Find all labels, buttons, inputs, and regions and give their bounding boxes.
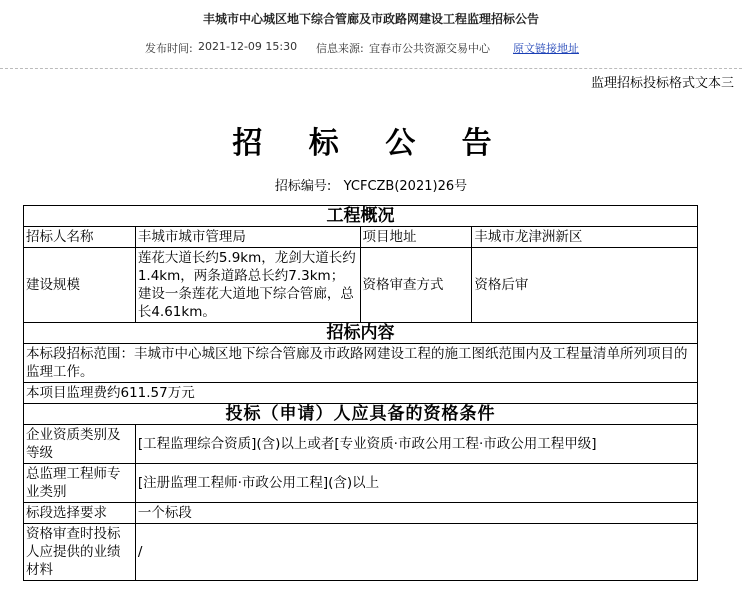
notice-table	[23, 205, 698, 581]
address-label: 项目地址	[360, 227, 472, 248]
content-heading: 招标内容	[24, 323, 698, 344]
bid-number-label: 招标编号:	[274, 179, 332, 194]
bid-number-value: YCFCZB(2021)26号	[343, 179, 468, 194]
source-value: 宜春市公共资源交易中心	[369, 42, 490, 55]
qual-value: 一个标段	[135, 503, 697, 524]
publish-time: 2021-12-09 15:30	[198, 40, 298, 53]
qual-value: /	[135, 524, 697, 581]
qualification-heading: 投标（申请）人应具备的资格条件	[24, 404, 698, 425]
qual-value: [注册监理工程师·市政公用工程](含)以上	[135, 464, 697, 503]
overview-heading: 工程概况	[24, 206, 698, 227]
review-value: 资格后审	[472, 248, 698, 323]
publish-label: 发布时间:	[145, 42, 193, 55]
fee-text: 本项目监理费约611.57万元	[24, 383, 698, 404]
address-value: 丰城市龙津洲新区	[472, 227, 698, 248]
bid-number	[0, 175, 742, 194]
format-note: 监理招标投标格式文本三	[590, 76, 734, 91]
qual-value: [工程监理综合资质](含)以上或者[专业资质·市政公用工程·市政公用工程甲级]	[135, 425, 697, 464]
tenderer-value: 丰城市城市管理局	[135, 227, 360, 248]
qual-label: 标段选择要求	[24, 503, 136, 524]
tenderer-label: 招标人名称	[24, 227, 136, 248]
page-title: 丰城市中心城区地下综合管廊及市政路网建设工程监理招标公告	[202, 12, 539, 26]
divider	[0, 68, 742, 69]
qual-label: 企业资质类别及等级	[24, 425, 136, 464]
qual-label: 总监理工程师专业类别	[24, 464, 136, 503]
qual-label: 资格审查时投标人应提供的业绩材料	[24, 524, 136, 581]
scope-text: 本标段招标范围：丰城市中心城区地下综合管廊及市政路网建设工程的施工图纸范围内及工程量清单所列项目的监理工作。	[24, 344, 698, 383]
source-label: 信息来源:	[316, 42, 364, 55]
scale-value: 莲花大道长约5.9km，龙剑大道长约1.4km，两条道路总长约7.3km；建设一条莲花大道地下综合管廊，总长4.61km。	[135, 248, 360, 323]
review-label: 资格审查方式	[360, 248, 472, 323]
notice-heading: 招 标 公 告	[232, 126, 510, 161]
original-link[interactable]: 原文链接地址	[513, 42, 579, 55]
scale-label: 建设规模	[24, 248, 136, 323]
